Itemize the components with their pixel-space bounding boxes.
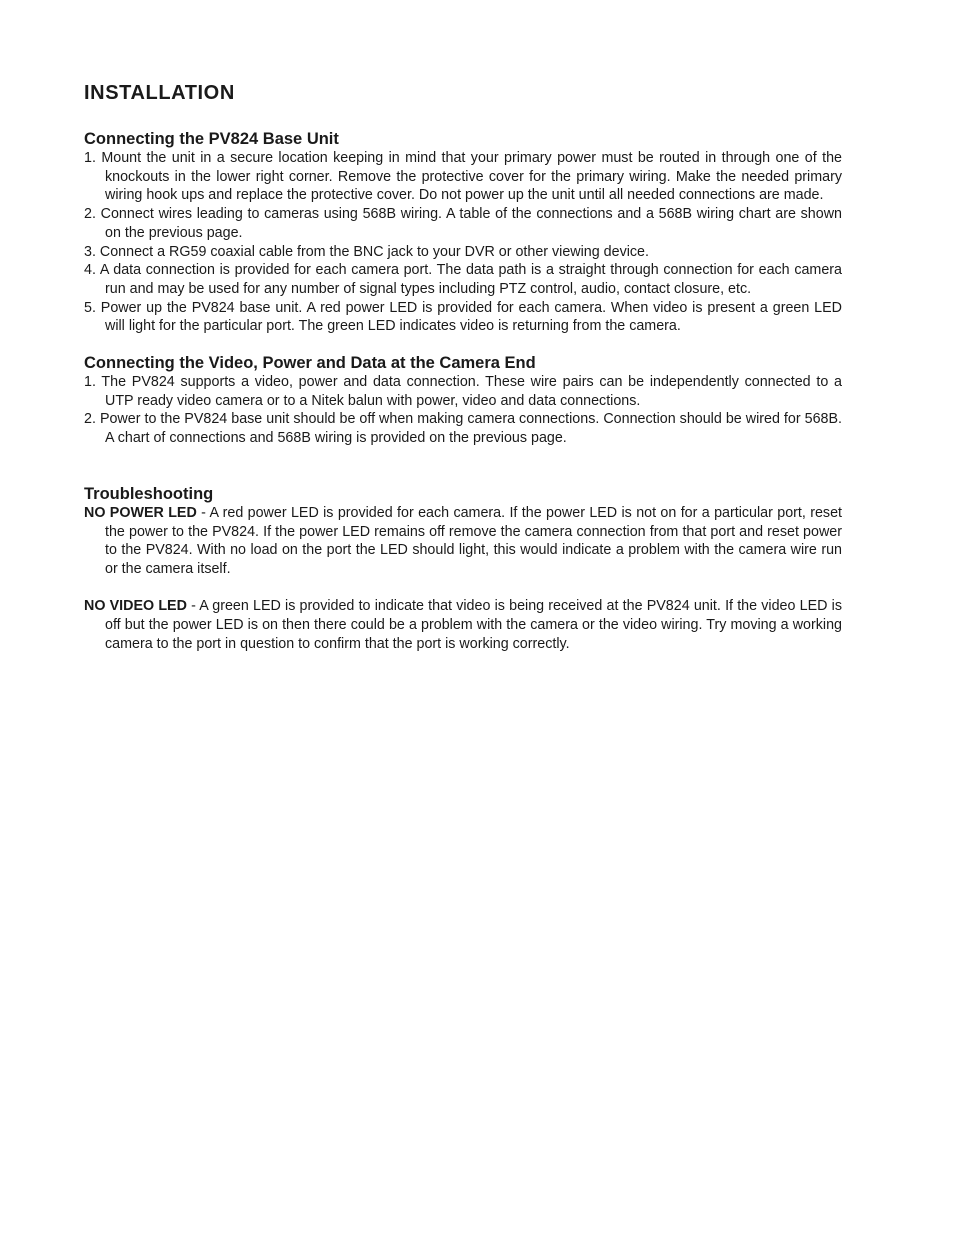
list-item: 4. A data connection is provided for each camera port. The data path is a straight through connection for each camera run and may be used for any number of signal types including PTZ control, audio, contact closure, etc.: [84, 262, 842, 297]
section-base-unit: [84, 129, 842, 336]
document-page: [84, 78, 842, 653]
section-camera-end: [84, 353, 842, 448]
entry-label: NO VIDEO LED: [84, 598, 187, 615]
list-item: 2. Connect wires leading to cameras using 568B wiring. A table of the connections and a 568B wiring chart are shown on the previous page.: [84, 206, 842, 241]
list-item: 2. Power to the PV824 base unit should be off when making camera connections. Connection should be wired for 568B. A chart of connections and 568B wiring is provided on the previous page.: [84, 411, 842, 447]
list-item: 5. Power up the PV824 base unit. A red power LED is provided for each camera. When video is present a green LED will light for the particular port. The green LED indicates video is returning from the camera.: [84, 299, 842, 335]
instruction-list: [84, 373, 842, 448]
instruction-list: [84, 149, 842, 336]
list-item: 1. The PV824 supports a video, power and data connection. These wire pairs can be independently connected to a UTP ready video camera or to a Nitek balun with power, video and data connections.: [84, 374, 842, 409]
list-item: 1. Mount the unit in a secure location keeping in mind that your primary power must be routed in through one of the knockouts in the lower right corner. Remove the protective cover for the primary wiring. Make the needed primary wiring hook ups and replace the protective cover. Do not power up the unit until all needed connections are made.: [84, 150, 842, 204]
section-heading: Troubleshooting: [84, 484, 214, 503]
troubleshooting-entry: [84, 597, 842, 653]
list-item: 3. Connect a RG59 coaxial cable from the BNC jack to your DVR or other viewing device.: [84, 243, 649, 260]
section-troubleshooting: [84, 484, 842, 654]
section-heading: Connecting the Video, Power and Data at the Camera End: [84, 354, 536, 373]
entry-label: NO POWER LED: [84, 504, 197, 521]
entry-text: - A green LED is provided to indicate that video is being received at the PV824 unit. If the video LED is off but the power LED is on then there could be a problem with the camera or the video wiring. Try moving a working camera to the port in question to confirm that the port is working correctly.: [105, 598, 842, 652]
troubleshooting-entry: [84, 504, 842, 579]
page-title: INSTALLATION: [84, 82, 235, 104]
entry-text: - A red power LED is provided for each camera. If the power LED is not on for a particular port, reset the power to the PV824. If the power LED remains off remove the camera connection from that port and reset power to the PV824. With no load on the port the LED should light, this would indicate a problem with the camera wire run or the camera itself.: [105, 504, 842, 577]
section-heading: Connecting the PV824 Base Unit: [84, 130, 339, 148]
